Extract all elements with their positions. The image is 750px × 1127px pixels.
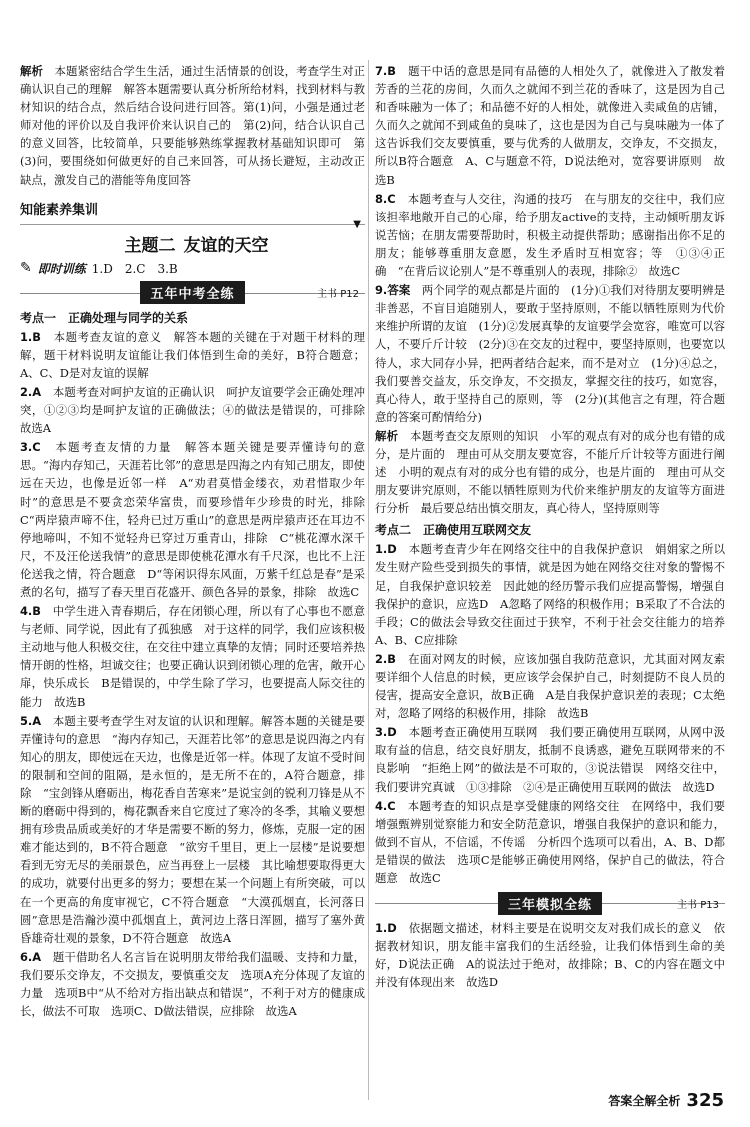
answer-text: 在面对网友的时候，应该加强自我防范意识，尤其面对网友索要详细个人信息的时候，更应该学会保护自己，时刻提防不良人员的侵害，提高安全意识，故B正确 A是自我保护意识差的表现；C太绝对，忽略了网络的积极作用，排除 故选B (375, 651, 725, 721)
answer-number: 4.C (375, 798, 396, 813)
point-title-2: 考点二 正确使用互联网交友 (375, 523, 532, 538)
left-items (20, 328, 377, 1021)
answer-text: 本题考查交友原则的知识 小军的观点有对的成分也有错的成分，是片面的 理由可从交朋友要宽容，不能斤斤计较等方面进行阐述 小明的观点有对的成分也有错的成分，也是片面的 理由可从交朋友要讲究原则，不能以牺牲原则为代价来维护朋友的友谊等方面进行分析 最后要总结出慎交朋友，真心待人，坚持原则等 (375, 428, 725, 516)
answer-text: 本题考查友情的力量 解答本题关键是要弄懂诗句的意思。“海内存知己，天涯若比邻”的意思是四海之内有知己朋友，即使远在天边，也像是近邻一样 A“劝君莫惜金缕衣，劝君惜取少年时”的意思是不要贪恋荣华富贵，而要珍惜年少珍贵的时光，排除 C“两岸猿声啼不住，轻舟已过万重山”的意思是两岸猿声还在耳边不停地啼叫，不知不觉轻舟已穿过万重青山，排除 C“桃花潭水深千尺，不及汪伦送我情”的意思是即使桃花潭水有千尺深，也比不上汪伦送我之情，符合题意 D“等闲识得东风面，万紫千红总是春”是采煮的名句，描写了春天里百花盛开、颜色各异的景象，排除 故选C (20, 440, 377, 599)
banner-three-year: 三年模拟全练 (498, 892, 602, 915)
banner-five-year: 五年中考全练 (140, 281, 244, 304)
answer-item (375, 540, 737, 649)
answer-number: 1.D (375, 542, 397, 557)
answer-number: 8.C (375, 191, 396, 206)
banner-row-three-year (375, 893, 725, 913)
answer-number: 解析 (375, 428, 399, 443)
answer-number: 3.C (20, 440, 41, 455)
answer-item (20, 438, 377, 601)
answer-item (375, 427, 725, 517)
right-items-c (375, 919, 725, 991)
answer-item (375, 650, 725, 722)
intro-label: 解析 (20, 64, 44, 78)
answer-item (20, 602, 365, 711)
intro-paragraph (20, 62, 365, 189)
answer-number: 1.D (375, 921, 397, 936)
answer-number: 2.B (375, 651, 396, 666)
answer-number: 9.答案 (375, 283, 411, 298)
left-column (20, 62, 377, 1021)
topic-title (20, 218, 365, 256)
answer-text: 本题考查对呵护友谊的正确认识 呵护友谊要学会正确处理冲突，①②③均是呵护友谊的正确做法；④的做法是错误的，可排除 故选A (20, 384, 377, 436)
answer-number: 7.B (375, 64, 396, 78)
intro-text: 本题紧密结合学生生活，通过生活情景的创设，考查学生对正确认识自己的理解 解答本题需要认真分析所给材料，找到材料与教材知识的结合点，然后结合设问进行回答。第(1)问，小强是通过老师对他的评价以及自我评价来认识自己的 第(2)问，结合认识自己的意义回答，比较简单，只要能够熟练掌握教材基础知识即可 第(3)问，要围绕如何做更好的自己来回答，可从扬长避短，主动改正缺点，激发自己的潜能等角度回答 (20, 64, 365, 187)
column-divider (368, 60, 369, 1100)
answer-number: 3.D (375, 725, 397, 740)
drill-row (20, 260, 365, 277)
drill-answers: 1.D 2.C 3.B (91, 261, 178, 276)
answer-item (20, 712, 365, 947)
footer-label: 答案全解全析 (608, 1094, 681, 1108)
pencil-icon: ✎ (20, 260, 32, 277)
answer-item (20, 948, 365, 1020)
page-footer (608, 1090, 724, 1111)
answer-item (20, 383, 377, 437)
point-title-1: 考点一 正确处理与同学的关系 (20, 310, 189, 325)
right-items-a (375, 62, 737, 517)
answer-item (375, 797, 725, 887)
right-items-b (375, 540, 737, 887)
drill-label: 即时训练 (37, 261, 86, 276)
answer-number: 2.A (20, 384, 42, 399)
answer-text: 题干中话的意思是同有品德的人相处久了，就像进入了散发着芳香的兰花的房间，久而久之就闻不到兰花的香味了，这是因为自己和香味融为一体了；和品德不好的人相处，就像进入卖咸鱼的店铺，久而久之就闻不到咸鱼的臭味了，这也是因为自己与臭味融为一体了 这告诉我们交友要慎重，要与优秀的人做朋友，交诤友，不交损友，所以B符合题意 A、C与题意不符，D说法绝对，宽容要讲原则 故选B (375, 64, 737, 187)
answer-item (20, 328, 365, 382)
answer-text: 题干借助名人名言旨在说明朋友带给我们温暖、支持和力量，我们要乐交诤友，不交损友，要慎重交友 选项A充分体现了友谊的力量 选项B中“从不给对方指出缺点和错误”，不利于对方的健康成长，做法不可取 选项C、D做法错误，应排除 故选A (20, 949, 365, 1019)
answer-text: 本题考查青少年在网络交往中的自我保护意识 娟娟家之所以发生财产险些受到损失的事情，就是因为她在网络交往对象的警惕不足，自我保护意识较差 因此她的经历警示我们应提高警惕，增强自我保护的意识，应选D A忽略了网络的积极作用；B采取了不合法的手段；C的做法会导致交往面过于狭窄，不利于社会交往能力的培养 A、B、C应排除 (375, 542, 737, 647)
answer-number: 4.B (20, 604, 41, 619)
answer-text: 本题考查的知识点是享受健康的网络交往 在网络中，我们要增强甄辨别觉察能力和安全防范意识，增强自我保护的意识和能力，做到不盲从，不信谣，不传谣 分析四个选项可以看出，A、B、D都是错误的做法 选项C是能够正确使用网络，保护自己的做法，符合题意 故选C (375, 798, 725, 886)
answer-item (375, 190, 725, 280)
answer-text: 本题主要考查学生对友谊的认识和理解。解答本题的关键是要弄懂诗句的意思 “海内存知己，天涯若比邻”的意思是说四海之内有知心的朋友，即使远在天边，也像是近邻一样。体现了友谊不受时间的限制和空间的阻隔，是永恒的，是无所不在的，A符合题意，排除 “宝剑锋从磨砺出，梅花香自苦寒来”是说宝剑的锐利刀锋是从不断的磨砺中得到的，梅花飘香来自它度过了寒冷的冬季，其喻义要想拥有珍贵品质或美好的才华是需要不断的努力，修炼，克服一定的困难才能达到的，B不符合题意 “欲穷千里目，更上一层楼”是说要想看到无穷无尽的美丽景色，应当再登上一层楼 其比喻想要取得更大的成功，就要付出更多的努力；要想在某一个问题上有所突破，可以在一个更高的角度审视它，C不符合题意 “大漠孤烟直，长河落日圆”意思是浩瀚沙漠中孤烟直上，黄河边上落日浑圆，描写了塞外黄昏雄奇壮观的景象，D不符合题意 故选A (20, 713, 365, 945)
answer-number: 6.A (20, 949, 42, 964)
answer-number: 1.B (20, 329, 41, 344)
answer-number: 5.A (20, 713, 42, 728)
banner-row-five-year (20, 283, 365, 303)
topic-name: 友谊的天空 (183, 235, 269, 256)
answer-text: 两个同学的观点都是片面的 (1分)①我们对待朋友要明辨是非善恶，不盲目追随别人，要敢于坚持原则，不能以牺牲原则为代价来维护所谓的友谊 (1分)②发展真挚的友谊要学会宽容，唯宽可以容人，不要斤斤计较 (2分)③在交友的过程中，要坚持原则，也要宽以待人，求大同存小异，把两者结合起来，而不是对立 (1分)④总之，我们要善交益友，乐交诤友，不交损友，掌握交往的技巧，如宽容，真心待人，敢于坚持自己的原则，等 (2分)(其他言之有理，符合题意的答案可酌情给分) (375, 283, 725, 424)
banner-ref: 主书 P12 (317, 289, 359, 301)
answer-text: 中学生进入青春期后，存在闭锁心理，所以有了心事也不愿意与老师、同学说，因此有了孤独感 对于这样的同学，我们应该积极主动地与他人积极交往，在交往中建立真挚的友情；同时还要培养热情开朗的性格，坦诚交往；也要正确认识到闭锁心理的危害，敞开心扉，快乐成长 B是错误的，中学生除了学习，也要提高人际交往的能力 故选B (20, 604, 365, 709)
answer-text: 依据题文描述，材料主要是在说明交友对我们成长的意义 依据教材知识，朋友能丰富我们的生活经验，让我们体悟到生命的美好，D说法正确 A的说法过于绝对，故排除；B、C的内容在题文中并没有体现出来 故选D (375, 921, 725, 990)
triangle-icon: ▼ (353, 218, 361, 230)
answer-item (375, 281, 725, 426)
answer-item (375, 919, 725, 991)
right-column (375, 62, 737, 993)
topic-part: 主题二 (124, 235, 176, 256)
banner-ref: 主书 P13 (677, 899, 719, 911)
section-title: 知能素养集训 (20, 202, 99, 218)
answer-text: 本题考查正确使用互联网 我们要正确使用互联网，从网中汲取有益的信息，结交良好朋友，抵制不良诱惑，避免互联网带来的不良影响 “拒绝上网”的做法是不可取的，③说法错误 网络交往中，我们要讲究真诚 ①③排除 ②④是正确使用互联网的做法 故选D (375, 725, 725, 794)
answer-item (375, 62, 737, 189)
answer-text: 本题考查友谊的意义 解答本题的关键在于对题干材料的理解，题干材料说明友谊能让我们体悟到生命的美好，B符合题意；A、C、D是对友谊的误解 (20, 329, 365, 380)
page-number: 325 (686, 1090, 724, 1111)
answer-text: 本题考查与人交往，沟通的技巧 在与朋友的交往中，我们应该担率地敞开自己的心扉，给予朋友active的支持，主动倾听朋友诉说苦恼；在朋友需要帮助时，积极主动提供帮助；感谢指出你不足的朋友；能够尊重朋友意愿，发生矛盾时互相宽容；等 ①③④正确 “在背后议论别人”是不尊重别人的表现，排除② 故选C (375, 191, 725, 279)
answer-item (375, 723, 725, 795)
